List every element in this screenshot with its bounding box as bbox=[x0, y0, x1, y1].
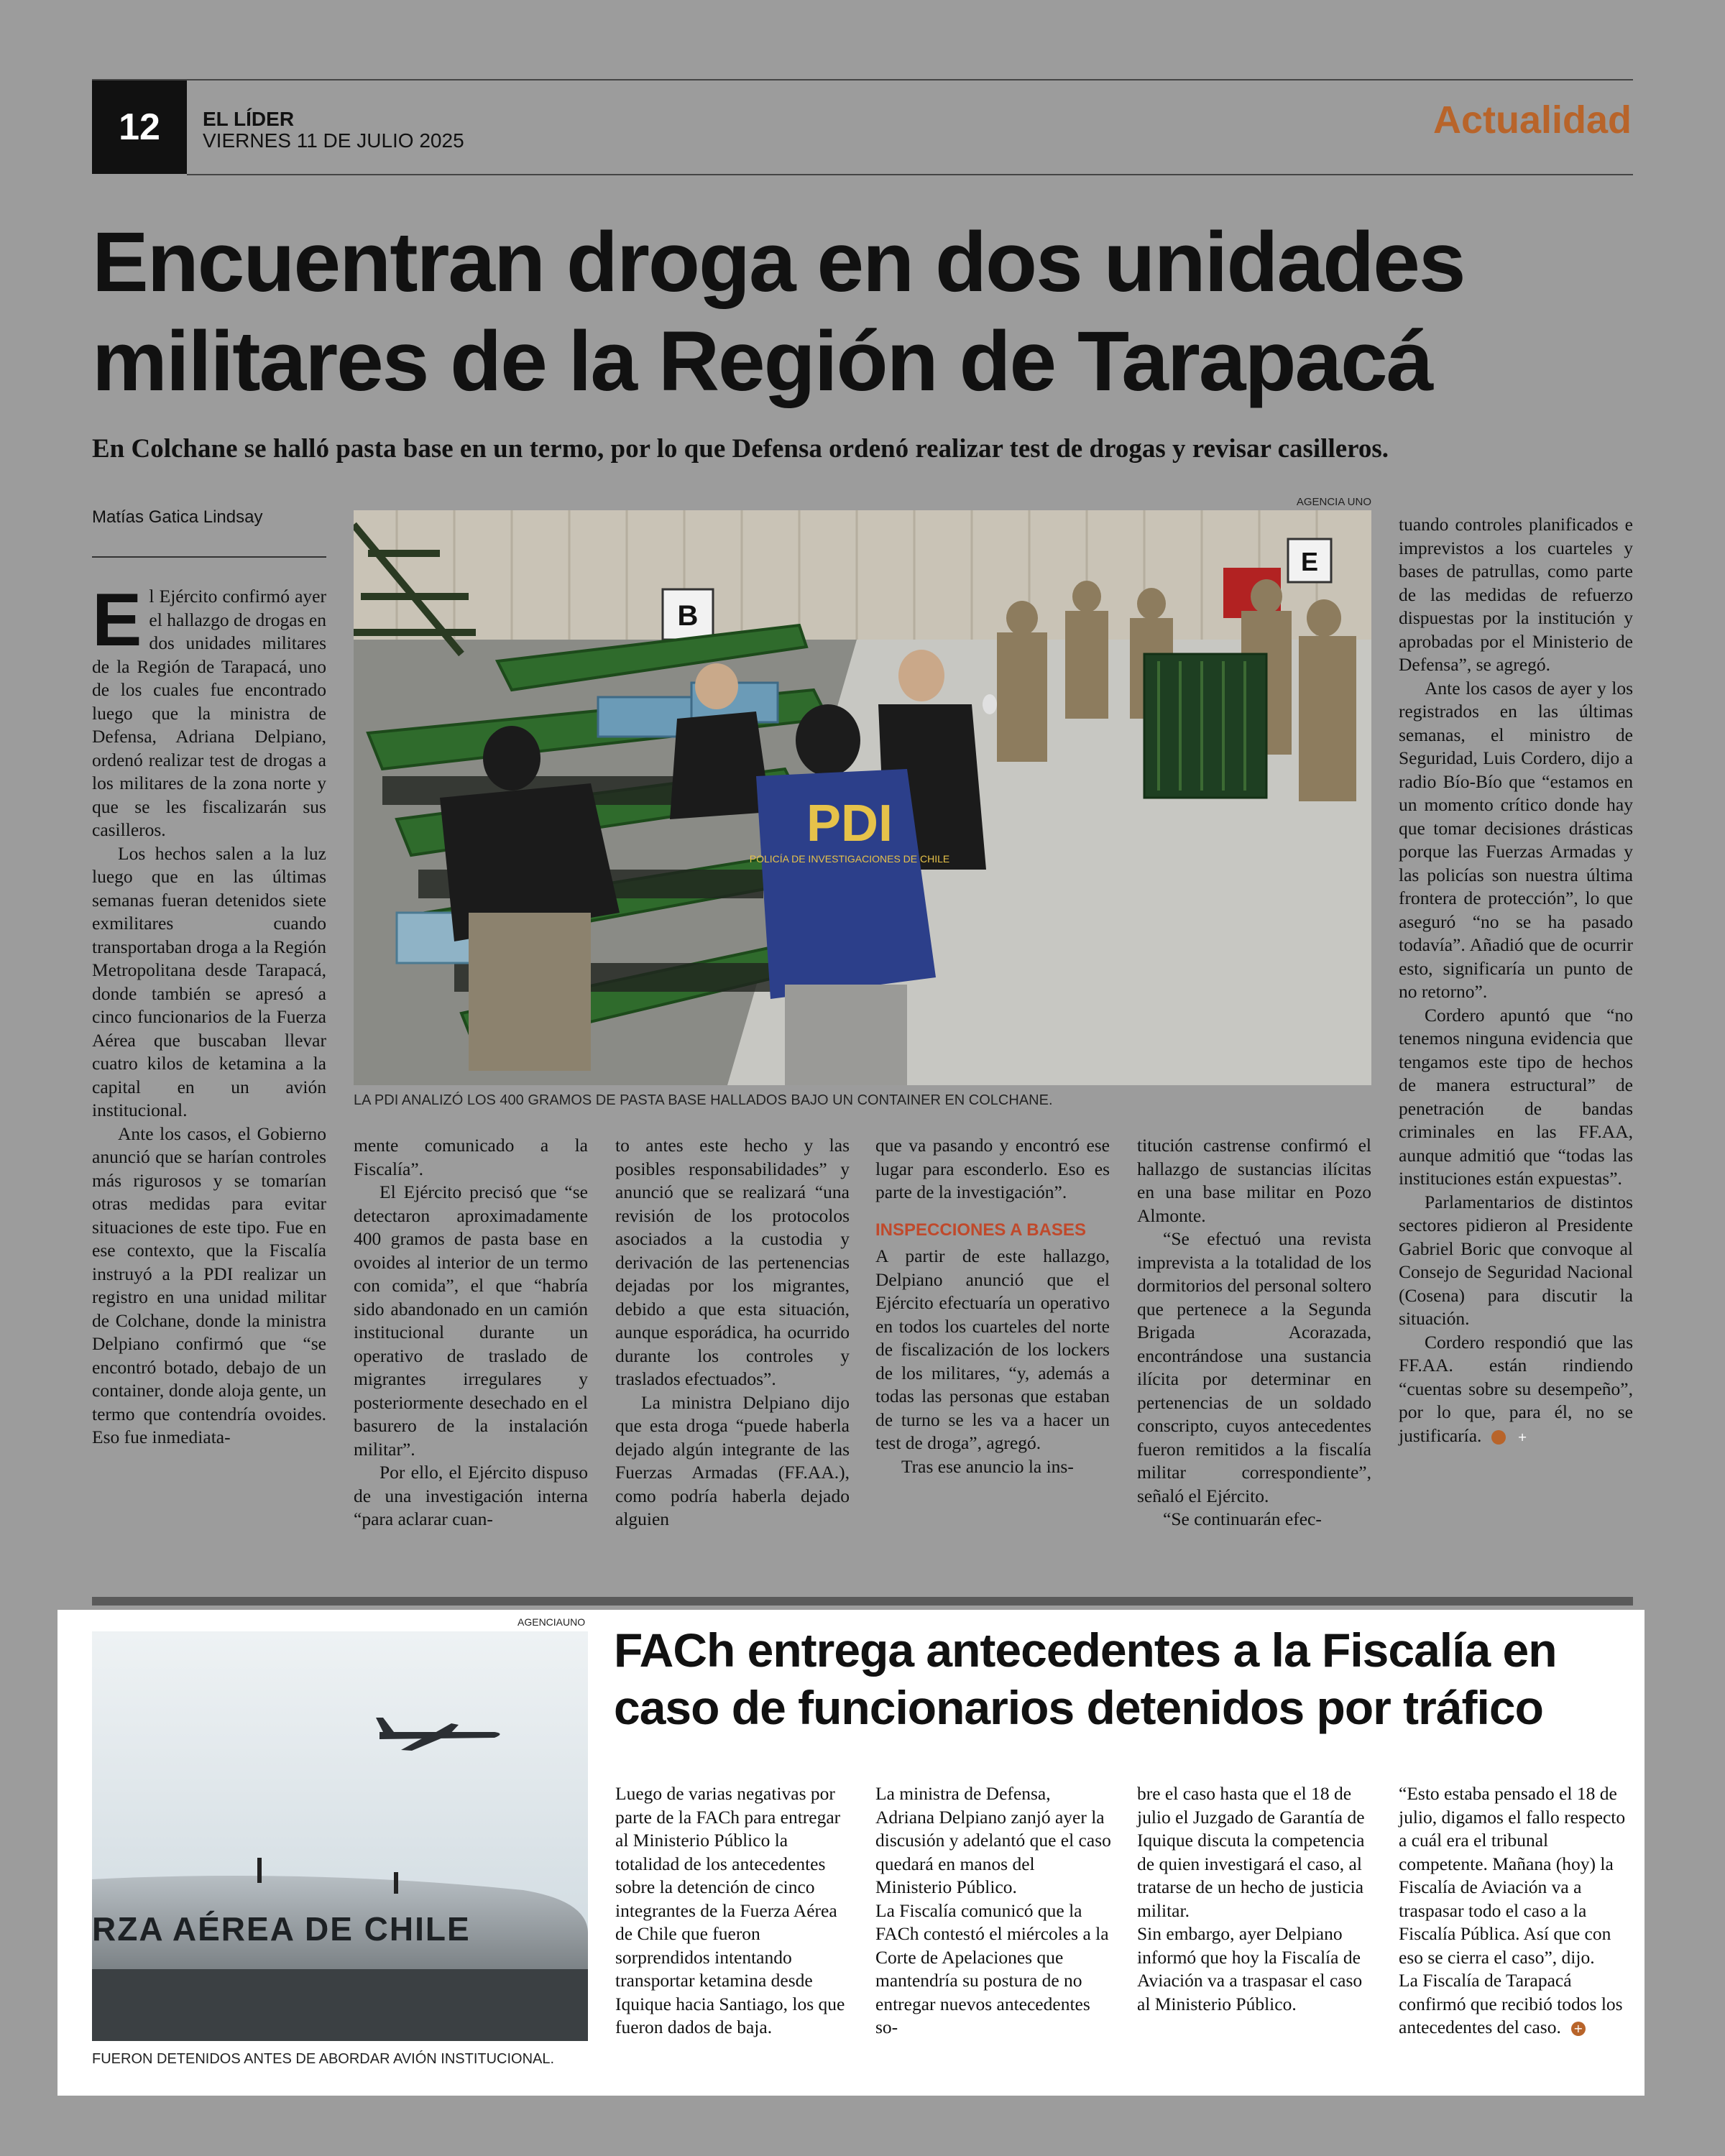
article-paragraph: Por ello, el Ejército dispuso de una investigación interna “para aclarar cuan- bbox=[354, 1462, 588, 1529]
article-paragraph: La ministra Delpiano dijo que esta droga “puede haberla dejado algún integrante de las Fuerzas Armadas (FF.AA.), como podría haberla dejado alguien bbox=[615, 1391, 850, 1529]
photo2-credit: AGENCIAUNO bbox=[518, 1616, 586, 1628]
secondary-headline-line-1: FACh entrega antecedentes a la Fiscalía en bbox=[614, 1623, 1557, 1677]
article-paragraph: La Fiscalía comunicó que la FACh contestó el miércoles a la Corte de Apelaciones que mantendría su postura de no entregar nuevos antecedentes so- bbox=[875, 1899, 1109, 2037]
paper-name: EL LÍDER bbox=[203, 108, 295, 130]
bin-sign-b: B bbox=[677, 600, 699, 632]
end-of-article-icon: + bbox=[1571, 2022, 1586, 2036]
pdi-vest-subtext: POLICÍA DE INVESTIGACIONES DE CHILE bbox=[749, 853, 950, 865]
article-paragraph: “Se continuarán efec- bbox=[1163, 1508, 1322, 1529]
story2-column-3 bbox=[1137, 1782, 1374, 2016]
article-paragraph: Ante los casos de ayer y los registrados en las últimas semanas, el ministro de Seguridad, Luis Cordero, dijo a radio Bío-Bío que “estamos en un momento crítico donde hay que tomar decisiones drásticas porque las Fuerzas Armadas y las policías son nuestra última frontera de protección”, lo que aseguró “no se ha pasado todavía”. Añadió que de ocurrir esto, significaría un punto de no retorno”. bbox=[1399, 677, 1633, 1002]
dropcap: E bbox=[92, 579, 142, 662]
article-paragraph: Parlamentarios de distintos sectores pidieron al Presidente Gabriel Boric que convoque al Consejo de Seguridad Nacional (Cosena) para discutir la situación. bbox=[1399, 1191, 1633, 1329]
article-column-1 bbox=[92, 579, 326, 1450]
article-column-2 bbox=[354, 1134, 588, 1531]
article-paragraph: La ministra de Defensa, Adriana Delpiano zanjó ayer la discusión y adelantó que el caso quedará en manos del Ministerio Público. bbox=[875, 1783, 1111, 1897]
article-column-4 bbox=[875, 1134, 1110, 1478]
photo-credit: AGENCIA UNO bbox=[1296, 496, 1371, 508]
subheadline: En Colchane se halló pasta base en un termo, por lo que Defensa ordenó realizar test de drogas y revisar casilleros. bbox=[92, 434, 1389, 464]
article-paragraph: Sin embargo, ayer Delpiano informó que hoy la Fiscalía de Aviación va a traspasar el caso al Ministerio Público. bbox=[1137, 1923, 1363, 2014]
article-paragraph: Cordero apuntó que “no tenemos ninguna evidencia que tengamos este tipo de hechos de manera estructural” de penetración de bandas criminales en las FF.AA, aunque admitió que “todas las instituciones están expuestas”. bbox=[1399, 1004, 1633, 1189]
story2-column-2 bbox=[875, 1782, 1113, 2040]
pdi-vest-text: PDI bbox=[806, 795, 893, 852]
article-column-5 bbox=[1137, 1134, 1371, 1531]
article-paragraph: tuando controles planificados e imprevistos a los cuarteles y bases de patrullas, como parte de las medidas de refuerzo dispuestas por la institución y aprobadas por el Ministerio de Defensa”, se agregó. bbox=[1399, 514, 1633, 675]
header-bottom-rule bbox=[187, 174, 1633, 175]
section-divider bbox=[92, 1597, 1633, 1606]
article-paragraph: Cordero respondió que las FF.AA. están rindiendo “cuentas sobre su desempeño”, por lo que, para él, no se justificaría. + bbox=[1399, 1331, 1633, 1446]
article-paragraph: titución castrense confirmó el hallazgo de sustancias ilícitas en una base militar en Pozo Almonte. bbox=[1137, 1135, 1371, 1226]
article-paragraph: Ante los casos, el Gobierno anunció que se harían controles más rigurosos y se tomarían otras medidas para evitar situaciones de este tipo. Fue en ese contexto, que la Fiscalía instruyó a la PDI realizar un registro en una unidad militar de Colchane, donde la ministra Delpiano confirmó que “se encontró botado, debajo de un container, donde aloja gente, un termo que contendría ovoides. Eso fue inmediata- bbox=[92, 1123, 326, 1447]
article-paragraph: La Fiscalía de Tarapacá confirmó que recibió todos los antecedentes del caso. + bbox=[1399, 1970, 1623, 2037]
article-paragraph: que va pasando y encontró ese lugar para esconderlo. Eso es parte de la investigación”. bbox=[875, 1135, 1110, 1202]
header-top-rule bbox=[92, 79, 1633, 80]
article-paragraph: Tras ese anuncio la ins- bbox=[901, 1455, 1074, 1477]
article-paragraph: Los hechos salen a la luz luego que en las últimas semanas fueran detenidos siete exmilitares cuando transportaban droga a la Región Metropolitana desde Tarapacá, donde también se apresó a cinco funcionarios de la Fuerza Aérea que buscaban llevar cuatro kilos de ketamina a la capital en un avión institucional. bbox=[92, 842, 326, 1120]
article-column-3 bbox=[615, 1134, 850, 1531]
story2-column-1 bbox=[615, 1782, 852, 2040]
secondary-headline bbox=[614, 1621, 1634, 1736]
byline-rule bbox=[92, 556, 326, 558]
airplane-illustration bbox=[92, 1631, 588, 2041]
headline-line-1: Encuentran droga en dos unidades bbox=[92, 215, 1465, 310]
secondary-headline-line-2: caso de funcionarios detenidos por tráfico bbox=[614, 1681, 1543, 1734]
photo-caption: LA PDI ANALIZÓ LOS 400 GRAMOS DE PASTA BASE HALLADOS BAJO UN CONTAINER EN COLCHANE. bbox=[354, 1092, 1053, 1108]
article-paragraph: mente comunicado a la Fiscalía”. bbox=[354, 1135, 588, 1179]
story2-column-4 bbox=[1399, 1782, 1633, 2040]
byline: Matías Gatica Lindsay bbox=[92, 507, 263, 527]
headline-line-2: militares de la Región de Tarapacá bbox=[92, 314, 1432, 409]
article-paragraph: to antes este hecho y las posibles responsabilidades” y anunció que se realizará “una revisión de los protocolos asociados a la custodia y derivación de las pertenencias dejadas por los migrantes, debido a que esta situación, aunque esporádica, ha ocurrido durante los controles y traslados efectuados”. bbox=[615, 1135, 850, 1389]
article-column-6 bbox=[1399, 513, 1633, 1447]
article-paragraph: A partir de este hallazgo, Delpiano anunció que el Ejército efectuaría un operativo en todos los cuarteles del norte de fiscalización de los lockers de los militares, “y, además a todas las personas que estaban de turno se les va a hacer un test de droga”, agregó. bbox=[875, 1245, 1110, 1453]
article-paragraph: bre el caso hasta que el 18 de julio el Juzgado de Garantía de Iquique discuta la competencia de quien investigará el caso, al tratarse de un hecho de justicia militar. bbox=[1137, 1783, 1365, 1921]
inline-subhead: INSPECCIONES A BASES bbox=[875, 1220, 1086, 1240]
article-paragraph: “Esto estaba pensado el 18 de julio, digamos el fallo respecto a cuál era el tribunal competente. Mañana (hoy) la Fiscalía de Aviación va a traspasar todo el caso a la Fiscalía Pública. Así que con eso se cierra el caso”, dijo. bbox=[1399, 1783, 1626, 1968]
bin-sign-e: E bbox=[1300, 547, 1319, 576]
main-headline bbox=[92, 213, 1637, 411]
fuselage-lettering: RZA AÉREA DE CHILE bbox=[92, 1910, 471, 1948]
end-of-article-icon: + bbox=[1491, 1430, 1506, 1445]
warehouse-inspection-illustration bbox=[354, 510, 1371, 1085]
photo2-caption: FUERON DETENIDOS ANTES DE ABORDAR AVIÓN INSTITUCIONAL. bbox=[92, 2051, 555, 2067]
article-paragraph: El Ejército precisó que “se detectaron aproximadamente 400 gramos de pasta base en ovoides al interior de un termo con comida”, el que “habría sido abandonado en un camión institucional durante un operativo de traslado de migrantes irregulares y posteriormente desechado en el basurero de la instalación militar”. bbox=[354, 1181, 588, 1460]
paper-date: VIERNES 11 DE JULIO 2025 bbox=[203, 129, 464, 152]
main-photo bbox=[354, 510, 1371, 1085]
airplane-photo bbox=[92, 1631, 588, 2041]
article-paragraph: “Se efectuó una revista imprevista a la totalidad de los dormitorios del personal soltero que pertenece a la Segunda Brigada Acorazada, encontrándose una sustancia ilícita por determinar en pertenencias de un soldado conscripto, cuyos antecedentes fueron remitidos a la fiscalía militar correspondiente”, señaló el Ejército. bbox=[1137, 1228, 1371, 1506]
article-paragraph: Luego de varias negativas por parte de la FACh para entregar al Ministerio Público la totalidad de los antecedentes sobre la detención de cinco integrantes de la Fuerza Aérea de Chile que fueron sorprendidos intentando transportar ketamina desde Iquique hacia Santiago, los que fueron dados de baja. bbox=[615, 1783, 845, 2037]
section-label: Actualidad bbox=[1432, 98, 1632, 142]
page-number: 12 bbox=[92, 80, 187, 174]
article-paragraph: El Ejército confirmó ayer el hallazgo de drogas en dos unidades militares de la Región de Tarapacá, uno de los cuales fue encontrado luego que la ministra de Defensa, Adriana Delpiano, ordenó realizar test de drogas a los militares de la zona norte y que se les fiscalizarán sus casilleros. bbox=[92, 579, 326, 840]
